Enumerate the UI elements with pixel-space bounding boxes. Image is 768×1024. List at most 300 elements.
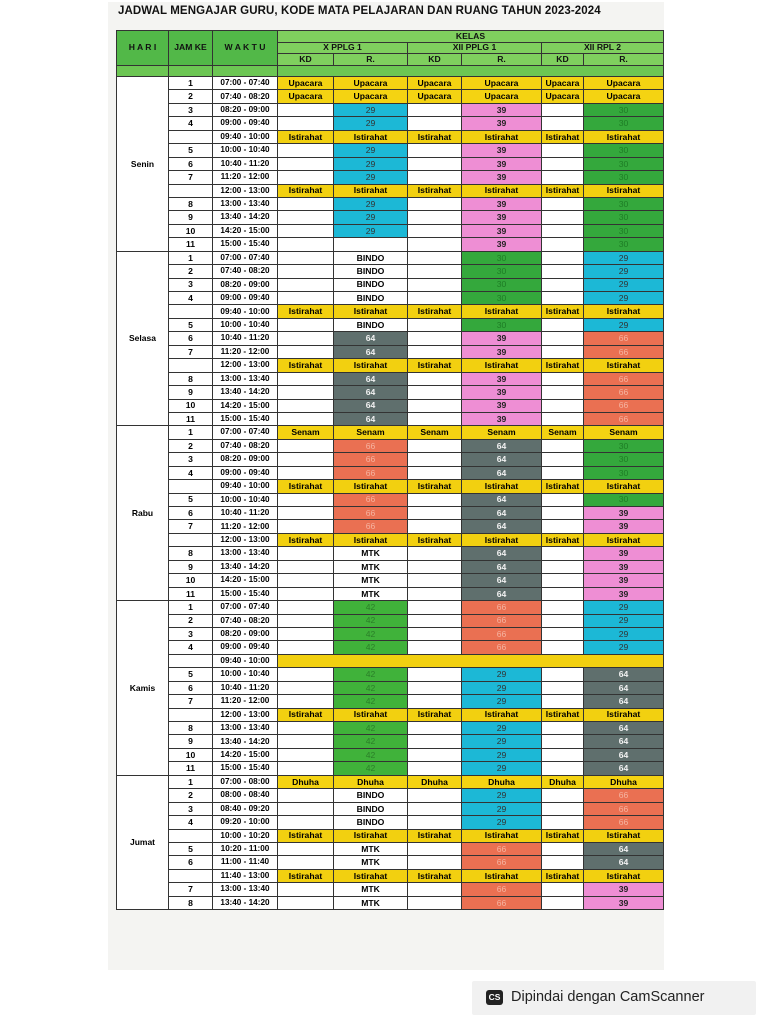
room-cell: Dhuha: [584, 775, 664, 788]
kd-cell: [408, 560, 462, 573]
room-cell: 66: [462, 641, 542, 654]
kd-cell: [278, 547, 334, 560]
kd-cell: [542, 748, 584, 761]
time-cell: 12:00 - 13:00: [213, 359, 278, 372]
jam-ke-cell: 11: [169, 762, 213, 775]
room-cell: 39: [462, 224, 542, 237]
room-cell: 42: [334, 641, 408, 654]
time-cell: 10:00 - 10:40: [213, 144, 278, 157]
schedule-row: [117, 762, 664, 775]
room-cell: Istirahat: [462, 533, 542, 546]
time-cell: 08:20 - 09:00: [213, 453, 278, 466]
time-cell: 14:20 - 15:00: [213, 224, 278, 237]
header-spacer: [117, 65, 169, 77]
jam-ke-cell: 11: [169, 238, 213, 251]
kd-cell: [542, 735, 584, 748]
kd-cell: [542, 883, 584, 896]
jam-ke-cell: 3: [169, 278, 213, 291]
time-cell: 10:40 - 11:20: [213, 332, 278, 345]
room-cell: 30: [584, 144, 664, 157]
kd-cell: Istirahat: [408, 869, 462, 882]
room-cell: MTK: [334, 587, 408, 600]
room-cell: Istirahat: [334, 305, 408, 318]
kd-cell: [408, 224, 462, 237]
room-cell: 39: [462, 399, 542, 412]
jam-ke-cell: 11: [169, 412, 213, 425]
schedule-row: [117, 224, 664, 237]
jam-ke-cell: 1: [169, 601, 213, 614]
kd-cell: Istirahat: [408, 533, 462, 546]
schedule-row: [117, 480, 664, 493]
kd-cell: Istirahat: [542, 184, 584, 197]
day-label: Selasa: [117, 251, 169, 426]
kd-cell: [408, 318, 462, 331]
kd-cell: [408, 292, 462, 305]
kd-cell: [408, 265, 462, 278]
kd-cell: [278, 453, 334, 466]
schedule-row: [117, 708, 664, 721]
room-cell: 29: [584, 627, 664, 640]
kd-cell: [408, 883, 462, 896]
time-cell: 13:40 - 14:20: [213, 386, 278, 399]
room-cell: Senam: [584, 426, 664, 439]
header-waktu: W A K T U: [213, 31, 278, 66]
kd-cell: Istirahat: [542, 533, 584, 546]
kd-cell: [408, 695, 462, 708]
jam-ke-cell: 8: [169, 547, 213, 560]
time-cell: 09:00 - 09:40: [213, 117, 278, 130]
jam-ke-cell: 9: [169, 386, 213, 399]
room-cell: 39: [462, 144, 542, 157]
time-cell: 10:00 - 10:40: [213, 318, 278, 331]
jam-ke-cell: [169, 829, 213, 842]
schedule-row: [117, 197, 664, 210]
room-cell: Istirahat: [584, 359, 664, 372]
room-cell: 30: [462, 292, 542, 305]
room-cell: 39: [584, 587, 664, 600]
jam-ke-cell: 7: [169, 695, 213, 708]
room-cell: 64: [334, 386, 408, 399]
room-cell: 66: [584, 386, 664, 399]
room-cell: 39: [462, 238, 542, 251]
kd-cell: [542, 587, 584, 600]
kd-cell: [408, 507, 462, 520]
jam-ke-cell: 8: [169, 372, 213, 385]
room-cell: 64: [462, 560, 542, 573]
room-cell: 64: [334, 345, 408, 358]
schedule-row: [117, 641, 664, 654]
kd-cell: [542, 816, 584, 829]
kd-cell: Istirahat: [542, 480, 584, 493]
room-cell: Dhuha: [334, 775, 408, 788]
schedule-row: [117, 359, 664, 372]
kd-cell: [278, 507, 334, 520]
schedule-row: [117, 883, 664, 896]
room-cell: 66: [462, 856, 542, 869]
kd-cell: [542, 439, 584, 452]
kd-cell: [542, 466, 584, 479]
kd-cell: [278, 883, 334, 896]
room-cell: 29: [584, 601, 664, 614]
room-cell: 29: [462, 748, 542, 761]
kd-cell: [542, 332, 584, 345]
time-cell: 13:00 - 13:40: [213, 547, 278, 560]
room-cell: 42: [334, 668, 408, 681]
kd-cell: [408, 641, 462, 654]
room-cell: 66: [334, 520, 408, 533]
room-cell: 64: [462, 466, 542, 479]
time-cell: 15:00 - 15:40: [213, 412, 278, 425]
room-cell: BINDO: [334, 292, 408, 305]
kd-cell: [408, 144, 462, 157]
room-cell: 64: [334, 412, 408, 425]
kd-cell: [278, 816, 334, 829]
room-cell: 30: [462, 318, 542, 331]
day-label: Senin: [117, 77, 169, 252]
kd-cell: [542, 251, 584, 264]
camscanner-watermark: [472, 981, 756, 1015]
room-cell: 66: [462, 842, 542, 855]
jam-ke-cell: 2: [169, 789, 213, 802]
schedule-row: [117, 466, 664, 479]
jam-ke-cell: [169, 130, 213, 143]
schedule-row: [117, 735, 664, 748]
schedule-row: [117, 184, 664, 197]
kd-cell: Dhuha: [278, 775, 334, 788]
room-cell: [334, 238, 408, 251]
kd-cell: [408, 614, 462, 627]
kd-cell: Dhuha: [408, 775, 462, 788]
room-cell: Istirahat: [334, 480, 408, 493]
time-cell: 13:40 - 14:20: [213, 896, 278, 909]
jam-ke-cell: 9: [169, 560, 213, 573]
time-cell: 14:20 - 15:00: [213, 399, 278, 412]
room-cell: Senam: [334, 426, 408, 439]
room-cell: BINDO: [334, 318, 408, 331]
time-cell: 10:40 - 11:20: [213, 681, 278, 694]
room-cell: 29: [584, 641, 664, 654]
room-cell: 64: [584, 748, 664, 761]
kd-cell: [408, 856, 462, 869]
room-cell: 64: [584, 762, 664, 775]
kd-cell: [408, 668, 462, 681]
schedule-row: [117, 493, 664, 506]
kd-cell: [408, 345, 462, 358]
time-cell: 15:00 - 15:40: [213, 587, 278, 600]
schedule-row: [117, 77, 664, 90]
room-cell: 29: [462, 722, 542, 735]
room-cell: Upacara: [584, 77, 664, 90]
jam-ke-cell: 3: [169, 627, 213, 640]
kd-cell: [542, 627, 584, 640]
schedule-row: [117, 439, 664, 452]
jam-ke-cell: 3: [169, 103, 213, 116]
schedule-row: [117, 412, 664, 425]
time-cell: 08:40 - 09:20: [213, 802, 278, 815]
header-class-x-pplg-1: X PPLG 1: [278, 42, 408, 54]
kd-cell: [542, 265, 584, 278]
room-cell: 29: [584, 292, 664, 305]
room-cell: 42: [334, 735, 408, 748]
room-cell: 39: [584, 547, 664, 560]
kd-cell: [408, 722, 462, 735]
schedule-row: [117, 211, 664, 224]
kd-cell: [278, 197, 334, 210]
kd-cell: [542, 292, 584, 305]
room-cell: 29: [462, 735, 542, 748]
time-cell: 12:00 - 13:00: [213, 708, 278, 721]
kd-cell: [408, 251, 462, 264]
time-cell: 08:00 - 08:40: [213, 789, 278, 802]
kd-cell: [278, 802, 334, 815]
room-cell: MTK: [334, 896, 408, 909]
kd-cell: [408, 439, 462, 452]
room-cell: MTK: [334, 856, 408, 869]
kd-cell: Istirahat: [278, 533, 334, 546]
kd-cell: [278, 856, 334, 869]
room-cell: 64: [334, 399, 408, 412]
time-cell: 13:40 - 14:20: [213, 735, 278, 748]
kd-cell: [542, 171, 584, 184]
jam-ke-cell: 6: [169, 856, 213, 869]
room-cell: 64: [334, 332, 408, 345]
kd-cell: [278, 103, 334, 116]
room-cell: Istirahat: [462, 708, 542, 721]
schedule-row: [117, 869, 664, 882]
kd-cell: [542, 520, 584, 533]
kd-cell: [408, 789, 462, 802]
room-cell: 39: [462, 345, 542, 358]
kd-cell: [278, 318, 334, 331]
room-cell: 64: [462, 439, 542, 452]
time-cell: 10:20 - 11:00: [213, 842, 278, 855]
time-cell: 07:00 - 07:40: [213, 601, 278, 614]
room-cell: MTK: [334, 574, 408, 587]
room-cell: MTK: [334, 547, 408, 560]
kd-cell: Istirahat: [408, 184, 462, 197]
room-cell: 39: [462, 117, 542, 130]
room-cell: 66: [584, 372, 664, 385]
kd-cell: [278, 668, 334, 681]
room-cell: 64: [584, 695, 664, 708]
room-cell: Upacara: [334, 77, 408, 90]
room-cell: 30: [584, 466, 664, 479]
header-kelas: KELAS: [278, 31, 664, 43]
room-cell: 64: [462, 547, 542, 560]
jam-ke-cell: 9: [169, 211, 213, 224]
header-kd: KD: [408, 54, 462, 66]
jam-ke-cell: 9: [169, 735, 213, 748]
schedule-row: [117, 520, 664, 533]
jam-ke-cell: 8: [169, 197, 213, 210]
jam-ke-cell: 4: [169, 816, 213, 829]
room-cell: 64: [584, 668, 664, 681]
kd-cell: Istirahat: [278, 869, 334, 882]
time-cell: 07:00 - 07:40: [213, 426, 278, 439]
schedule-row: [117, 574, 664, 587]
kd-cell: [408, 587, 462, 600]
room-cell: 29: [584, 251, 664, 264]
schedule-row: [117, 103, 664, 116]
jam-ke-cell: 6: [169, 332, 213, 345]
room-cell: 42: [334, 681, 408, 694]
time-cell: 09:00 - 09:40: [213, 292, 278, 305]
time-cell: 13:00 - 13:40: [213, 722, 278, 735]
time-cell: 11:40 - 13:00: [213, 869, 278, 882]
room-cell: Istirahat: [584, 533, 664, 546]
kd-cell: Upacara: [542, 90, 584, 103]
schedule-row: [117, 90, 664, 103]
kd-cell: [278, 439, 334, 452]
room-cell: Senam: [462, 426, 542, 439]
time-cell: 10:00 - 10:40: [213, 668, 278, 681]
room-cell: 39: [584, 507, 664, 520]
kd-cell: [278, 399, 334, 412]
kd-cell: [278, 520, 334, 533]
schedule-row: [117, 171, 664, 184]
time-cell: 15:00 - 15:40: [213, 762, 278, 775]
time-cell: 13:00 - 13:40: [213, 883, 278, 896]
kd-cell: [542, 318, 584, 331]
schedule-row: [117, 816, 664, 829]
time-cell: 09:40 - 10:00: [213, 305, 278, 318]
jam-ke-cell: 1: [169, 775, 213, 788]
kd-cell: [542, 144, 584, 157]
jam-ke-cell: 5: [169, 668, 213, 681]
room-cell: 30: [584, 238, 664, 251]
jam-ke-cell: 2: [169, 439, 213, 452]
jam-ke-cell: 5: [169, 318, 213, 331]
schedule-row: [117, 587, 664, 600]
kd-cell: [278, 292, 334, 305]
kd-cell: [542, 856, 584, 869]
kd-cell: [278, 211, 334, 224]
kd-cell: [278, 614, 334, 627]
room-cell: 30: [584, 157, 664, 170]
jam-ke-cell: 1: [169, 77, 213, 90]
room-cell: 29: [334, 117, 408, 130]
kd-cell: [278, 735, 334, 748]
time-cell: 13:00 - 13:40: [213, 372, 278, 385]
kd-cell: [408, 211, 462, 224]
kd-cell: [542, 278, 584, 291]
jam-ke-cell: [169, 359, 213, 372]
room-cell: 30: [462, 278, 542, 291]
room-cell: 29: [334, 103, 408, 116]
room-cell: 29: [334, 224, 408, 237]
kd-cell: [542, 507, 584, 520]
kd-cell: [542, 372, 584, 385]
header-spacer: [213, 65, 278, 77]
time-cell: 14:20 - 15:00: [213, 748, 278, 761]
schedule-row: [117, 775, 664, 788]
room-cell: 29: [462, 802, 542, 815]
kd-cell: [542, 386, 584, 399]
header-hari: H A R I: [117, 31, 169, 66]
room-cell: 39: [462, 103, 542, 116]
room-cell: Upacara: [584, 90, 664, 103]
header-spacer: [169, 65, 213, 77]
header-room: R.: [334, 54, 408, 66]
jam-ke-cell: 7: [169, 520, 213, 533]
room-cell: BINDO: [334, 802, 408, 815]
time-cell: 12:00 - 13:00: [213, 184, 278, 197]
time-cell: 09:40 - 10:00: [213, 654, 278, 667]
time-cell: 09:00 - 09:40: [213, 641, 278, 654]
kd-cell: Istirahat: [408, 829, 462, 842]
time-cell: 11:20 - 12:00: [213, 345, 278, 358]
day-label: Rabu: [117, 426, 169, 601]
header-room: R.: [584, 54, 664, 66]
schedule-row: [117, 144, 664, 157]
kd-cell: [278, 748, 334, 761]
room-cell: 66: [584, 412, 664, 425]
kd-cell: Istirahat: [278, 480, 334, 493]
room-cell: 42: [334, 601, 408, 614]
jam-ke-cell: 6: [169, 681, 213, 694]
kd-cell: [278, 386, 334, 399]
room-cell: 29: [462, 816, 542, 829]
schedule-row: [117, 668, 664, 681]
schedule-row: [117, 345, 664, 358]
jam-ke-cell: 2: [169, 265, 213, 278]
room-cell: Dhuha: [462, 775, 542, 788]
kd-cell: [278, 587, 334, 600]
room-cell: 30: [584, 103, 664, 116]
kd-cell: [408, 574, 462, 587]
schedule-row: [117, 695, 664, 708]
kd-cell: [542, 614, 584, 627]
room-cell: 42: [334, 762, 408, 775]
room-cell: Istirahat: [584, 130, 664, 143]
time-cell: 07:40 - 08:20: [213, 265, 278, 278]
room-cell: 29: [584, 614, 664, 627]
time-cell: 09:20 - 10:00: [213, 816, 278, 829]
schedule-row: [117, 265, 664, 278]
kd-cell: [408, 453, 462, 466]
kd-cell: [278, 278, 334, 291]
jam-ke-cell: 2: [169, 90, 213, 103]
header-jam-ke: JAM KE: [169, 31, 213, 66]
room-cell: 39: [462, 386, 542, 399]
room-cell: 29: [584, 265, 664, 278]
jam-ke-cell: [169, 480, 213, 493]
kd-cell: [278, 762, 334, 775]
kd-cell: [278, 117, 334, 130]
kd-cell: [408, 117, 462, 130]
kd-cell: [542, 789, 584, 802]
room-cell: BINDO: [334, 789, 408, 802]
time-cell: 07:40 - 08:20: [213, 90, 278, 103]
kd-cell: [278, 265, 334, 278]
schedule-row: [117, 318, 664, 331]
time-cell: 13:40 - 14:20: [213, 211, 278, 224]
room-cell: 42: [334, 627, 408, 640]
room-cell: 30: [584, 171, 664, 184]
kd-cell: Upacara: [408, 77, 462, 90]
room-cell: 66: [334, 507, 408, 520]
room-cell: 64: [584, 722, 664, 735]
jam-ke-cell: 10: [169, 399, 213, 412]
kd-cell: [408, 157, 462, 170]
jam-ke-cell: 5: [169, 144, 213, 157]
room-cell: 29: [462, 668, 542, 681]
room-cell: Istirahat: [334, 829, 408, 842]
schedule-row: [117, 722, 664, 735]
room-cell: 66: [462, 883, 542, 896]
jam-ke-cell: [169, 184, 213, 197]
room-cell: 66: [334, 439, 408, 452]
